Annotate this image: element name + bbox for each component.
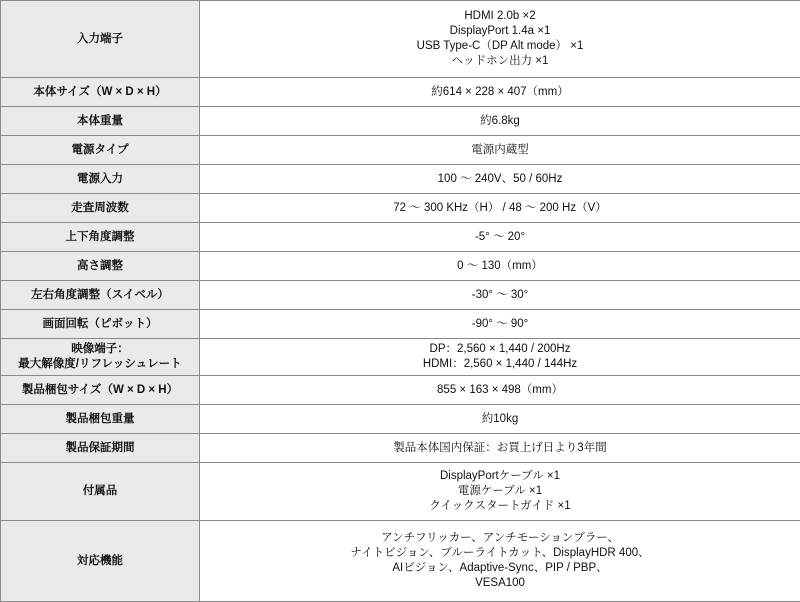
spec-value [200, 434, 800, 463]
spec-row [1, 1, 800, 78]
spec-label-line: 画面回転（ピボット） [7, 317, 193, 332]
spec-value [200, 339, 800, 376]
spec-label [1, 521, 200, 602]
spec-value-line: 約10kg [206, 412, 794, 427]
spec-value-line: 約614 × 228 × 407（mm） [206, 85, 794, 100]
spec-value-line: -90° ～ 90° [206, 317, 794, 332]
spec-label [1, 463, 200, 521]
spec-value [200, 463, 800, 521]
spec-value [200, 1, 800, 78]
spec-label [1, 310, 200, 339]
spec-row [1, 223, 800, 252]
spec-value-line: ナイトビジョン、ブルーライトカット、DisplayHDR 400、 [206, 546, 794, 561]
spec-label [1, 107, 200, 136]
spec-label [1, 281, 200, 310]
spec-value-line: 100 ～ 240V、50 / 60Hz [206, 172, 794, 187]
spec-value-line: 製品本体国内保証：お買上げ日より3年間 [206, 441, 794, 456]
spec-value-line: 電源ケーブル ×1 [206, 484, 794, 499]
spec-row [1, 281, 800, 310]
spec-value-line: DP：2,560 × 1,440 / 200Hz [206, 342, 794, 357]
spec-value-line: AIビジョン、Adaptive-Sync、PIP / PBP、 [206, 561, 794, 576]
spec-value [200, 281, 800, 310]
spec-row [1, 136, 800, 165]
spec-label-line: 製品梱包重量 [7, 412, 193, 427]
spec-value [200, 136, 800, 165]
spec-label-line: 走査周波数 [7, 201, 193, 216]
spec-value [200, 107, 800, 136]
spec-value [200, 252, 800, 281]
spec-label [1, 136, 200, 165]
spec-label-line: 付属品 [7, 484, 193, 499]
spec-label [1, 194, 200, 223]
spec-label [1, 165, 200, 194]
spec-value-line: DisplayPortケーブル ×1 [206, 469, 794, 484]
spec-value-line: USB Type-C（DP Alt mode） ×1 [206, 39, 794, 54]
spec-label [1, 252, 200, 281]
spec-label [1, 223, 200, 252]
spec-row [1, 339, 800, 376]
spec-label [1, 405, 200, 434]
spec-label-line: 本体重量 [7, 114, 193, 129]
spec-label [1, 339, 200, 376]
spec-value-line: -5° ～ 20° [206, 230, 794, 245]
spec-label-line: 製品保証期間 [7, 441, 193, 456]
spec-row [1, 194, 800, 223]
spec-value [200, 376, 800, 405]
spec-value [200, 165, 800, 194]
spec-value-line: アンチフリッカー、アンチモーションブラー、 [206, 531, 794, 546]
spec-label-line: 入力端子 [7, 32, 193, 47]
spec-value [200, 405, 800, 434]
spec-value-line: VESA100 [206, 576, 794, 591]
spec-row [1, 521, 800, 602]
spec-label-line: 製品梱包サイズ（W × D × H） [7, 383, 193, 398]
spec-value-line: 72 ～ 300 KHz（H） / 48 ～ 200 Hz（V） [206, 201, 794, 216]
spec-value-line: 約6.8kg [206, 114, 794, 129]
spec-value [200, 310, 800, 339]
spec-row [1, 165, 800, 194]
spec-value-line: -30° ～ 30° [206, 288, 794, 303]
spec-value [200, 223, 800, 252]
spec-value-line: 0 ～ 130（mm） [206, 259, 794, 274]
spec-value [200, 78, 800, 107]
spec-value [200, 521, 800, 602]
spec-label-line: 左右角度調整（スイベル） [7, 288, 193, 303]
spec-label-line: 本体サイズ（W × D × H） [7, 85, 193, 100]
spec-value-line: ヘッドホン出力 ×1 [206, 54, 794, 69]
spec-label-line: 電源入力 [7, 172, 193, 187]
spec-row [1, 107, 800, 136]
spec-value-line: DisplayPort 1.4a ×1 [206, 24, 794, 39]
spec-label [1, 434, 200, 463]
spec-label-line: 上下角度調整 [7, 230, 193, 245]
spec-label-line: 高さ調整 [7, 259, 193, 274]
spec-label-line: 電源タイプ [7, 143, 193, 158]
spec-value-line: HDMI：2,560 × 1,440 / 144Hz [206, 357, 794, 372]
spec-label [1, 1, 200, 78]
spec-label-line: 最大解像度/リフレッシュレート [7, 357, 193, 372]
spec-table-body [1, 1, 800, 602]
spec-value [200, 194, 800, 223]
spec-label [1, 376, 200, 405]
spec-value-line: クイックスタートガイド ×1 [206, 499, 794, 514]
spec-label-line: 対応機能 [7, 554, 193, 569]
spec-row [1, 310, 800, 339]
spec-row [1, 405, 800, 434]
spec-row [1, 463, 800, 521]
spec-value-line: 855 × 163 × 498（mm） [206, 383, 794, 398]
spec-row [1, 78, 800, 107]
spec-label [1, 78, 200, 107]
spec-value-line: 電源内蔵型 [206, 143, 794, 158]
spec-value-line: HDMI 2.0b ×2 [206, 9, 794, 24]
spec-row [1, 434, 800, 463]
spec-row [1, 252, 800, 281]
spec-label-line: 映像端子： [7, 342, 193, 357]
spec-row [1, 376, 800, 405]
